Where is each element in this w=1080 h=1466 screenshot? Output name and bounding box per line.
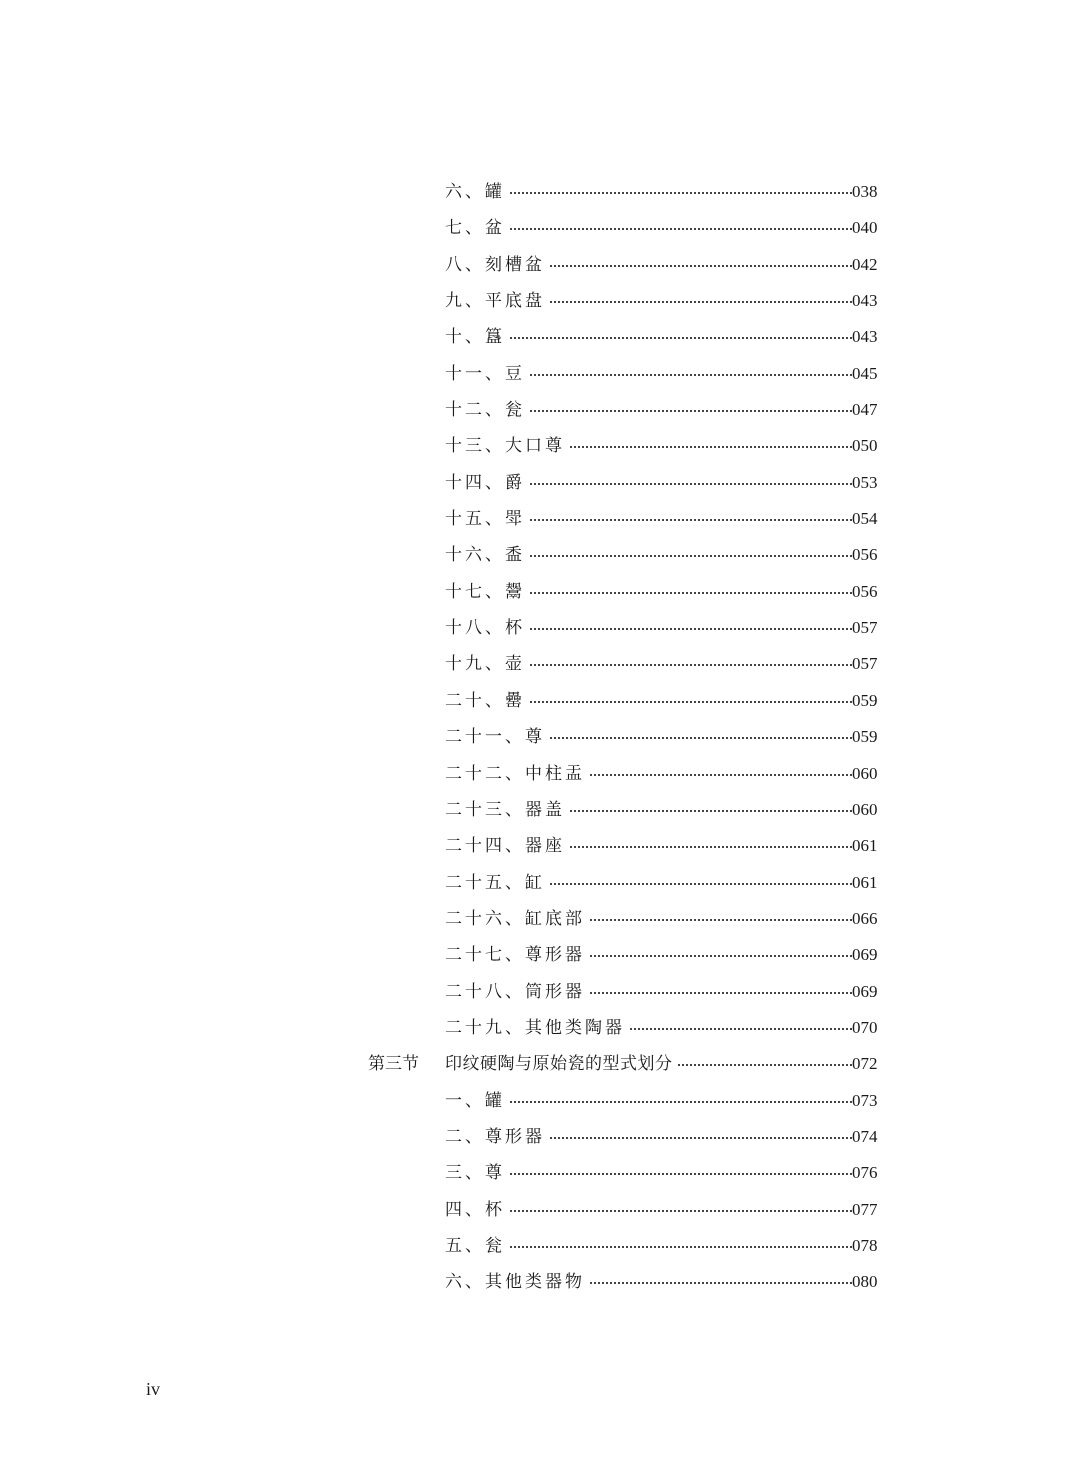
toc-entry-page: 053	[852, 471, 886, 495]
toc-entry-page: 040	[852, 216, 886, 240]
toc-entry-page: 056	[852, 580, 886, 604]
toc-entry[interactable]	[0, 792, 1080, 828]
toc-entry-title: 二十六、缸底部	[445, 907, 588, 931]
toc-entry[interactable]	[0, 683, 1080, 719]
toc-section-heading[interactable]	[0, 1046, 1080, 1082]
toc-entry-page: 038	[852, 180, 886, 204]
toc-entry[interactable]	[0, 646, 1080, 682]
toc-entry-page: 077	[852, 1198, 886, 1222]
toc-entry[interactable]	[0, 356, 1080, 392]
toc-entry-title: 二十、罍	[445, 689, 528, 713]
dot-leader	[445, 192, 880, 194]
toc-entry-title: 二十一、尊	[445, 725, 548, 749]
toc-entry-title: 二、尊形器	[445, 1125, 548, 1149]
toc-entry[interactable]	[0, 610, 1080, 646]
toc-entry-page: 069	[852, 943, 886, 967]
toc-entry-page: 060	[852, 762, 886, 786]
section-page: 072	[852, 1052, 886, 1076]
toc-entry-page: 061	[852, 871, 886, 895]
toc-entry-title: 十、簋	[445, 325, 508, 349]
toc-entry[interactable]	[0, 937, 1080, 973]
toc-entry-page: 074	[852, 1125, 886, 1149]
toc-entry-page: 047	[852, 398, 886, 422]
toc-entry[interactable]	[0, 865, 1080, 901]
toc-entry-title: 十九、壶	[445, 652, 528, 676]
toc-entry[interactable]	[0, 1119, 1080, 1155]
toc-entry-page: 069	[852, 980, 886, 1004]
toc-entry-title: 九、平底盘	[445, 289, 548, 313]
section-title: 印纹硬陶与原始瓷的型式划分	[445, 1052, 676, 1076]
toc-entry[interactable]	[0, 1264, 1080, 1300]
dot-leader	[445, 1210, 880, 1212]
dot-leader	[445, 337, 880, 339]
toc-entry-title: 二十四、器座	[445, 834, 568, 858]
toc-entry[interactable]	[0, 283, 1080, 319]
toc-entry-title: 十三、大口尊	[445, 434, 568, 458]
toc-entry-page: 073	[852, 1089, 886, 1113]
toc-entry-title: 十七、鬶	[445, 580, 528, 604]
dot-leader	[445, 1246, 880, 1248]
toc-entry-page: 059	[852, 725, 886, 749]
toc-entry-page: 056	[852, 543, 886, 567]
toc-entry-title: 十八、杯	[445, 616, 528, 640]
dot-leader	[445, 1173, 880, 1175]
toc-entry[interactable]	[0, 392, 1080, 428]
toc-entry-title: 二十二、中柱盂	[445, 762, 588, 786]
toc-entry-title: 四、杯	[445, 1198, 508, 1222]
toc-entry-page: 057	[852, 652, 886, 676]
toc-entry-title: 十四、爵	[445, 471, 528, 495]
toc-entry-title: 六、其他类器物	[445, 1270, 588, 1294]
table-of-contents	[0, 174, 1080, 1301]
toc-entry-page: 078	[852, 1234, 886, 1258]
toc-entry-page: 076	[852, 1161, 886, 1185]
toc-entry[interactable]	[0, 828, 1080, 864]
toc-entry-page: 045	[852, 362, 886, 386]
toc-entry-title: 一、罐	[445, 1089, 508, 1113]
toc-entry-page: 050	[852, 434, 886, 458]
toc-entry-title: 七、盆	[445, 216, 508, 240]
toc-entry[interactable]	[0, 719, 1080, 755]
toc-entry[interactable]	[0, 1228, 1080, 1264]
toc-entry-title: 六、罐	[445, 180, 508, 204]
toc-entry[interactable]	[0, 174, 1080, 210]
toc-entry-title: 三、尊	[445, 1161, 508, 1185]
toc-entry[interactable]	[0, 465, 1080, 501]
dot-leader	[445, 228, 880, 230]
toc-entry-page: 061	[852, 834, 886, 858]
toc-entry[interactable]	[0, 1192, 1080, 1228]
toc-entry-page: 060	[852, 798, 886, 822]
toc-entry-title: 十五、斝	[445, 507, 528, 531]
page-number: iv	[146, 1379, 161, 1399]
toc-entry[interactable]	[0, 974, 1080, 1010]
toc-entry-page: 059	[852, 689, 886, 713]
toc-entry[interactable]	[0, 1155, 1080, 1191]
toc-entry-title: 二十九、其他类陶器	[445, 1016, 628, 1040]
toc-entry[interactable]	[0, 319, 1080, 355]
toc-entry[interactable]	[0, 210, 1080, 246]
toc-entry-page: 043	[852, 325, 886, 349]
toc-entry-page: 070	[852, 1016, 886, 1040]
toc-entry-page: 042	[852, 253, 886, 277]
toc-entry-page: 054	[852, 507, 886, 531]
toc-entry-title: 十二、瓮	[445, 398, 528, 422]
toc-entry[interactable]	[0, 247, 1080, 283]
toc-entry[interactable]	[0, 901, 1080, 937]
toc-entry[interactable]	[0, 1010, 1080, 1046]
toc-entry-page: 066	[852, 907, 886, 931]
toc-entry[interactable]	[0, 428, 1080, 464]
toc-entry[interactable]	[0, 501, 1080, 537]
toc-entry-page: 080	[852, 1270, 886, 1294]
toc-entry[interactable]	[0, 756, 1080, 792]
toc-entry-title: 二十三、器盖	[445, 798, 568, 822]
toc-entry-title: 十一、豆	[445, 362, 528, 386]
toc-entry-page: 057	[852, 616, 886, 640]
section-number: 第三节	[368, 1054, 419, 1075]
toc-entry-title: 八、刻槽盆	[445, 253, 548, 277]
toc-entry-page: 043	[852, 289, 886, 313]
toc-entry-title: 五、瓮	[445, 1234, 508, 1258]
toc-entry[interactable]	[0, 574, 1080, 610]
toc-entry-title: 二十八、筒形器	[445, 980, 588, 1004]
toc-entry-title: 十六、盉	[445, 543, 528, 567]
dot-leader	[445, 1101, 880, 1103]
toc-entry-title: 二十七、尊形器	[445, 943, 588, 967]
toc-entry-title: 二十五、缸	[445, 871, 548, 895]
toc-entry[interactable]	[0, 1083, 1080, 1119]
toc-entry[interactable]	[0, 537, 1080, 573]
